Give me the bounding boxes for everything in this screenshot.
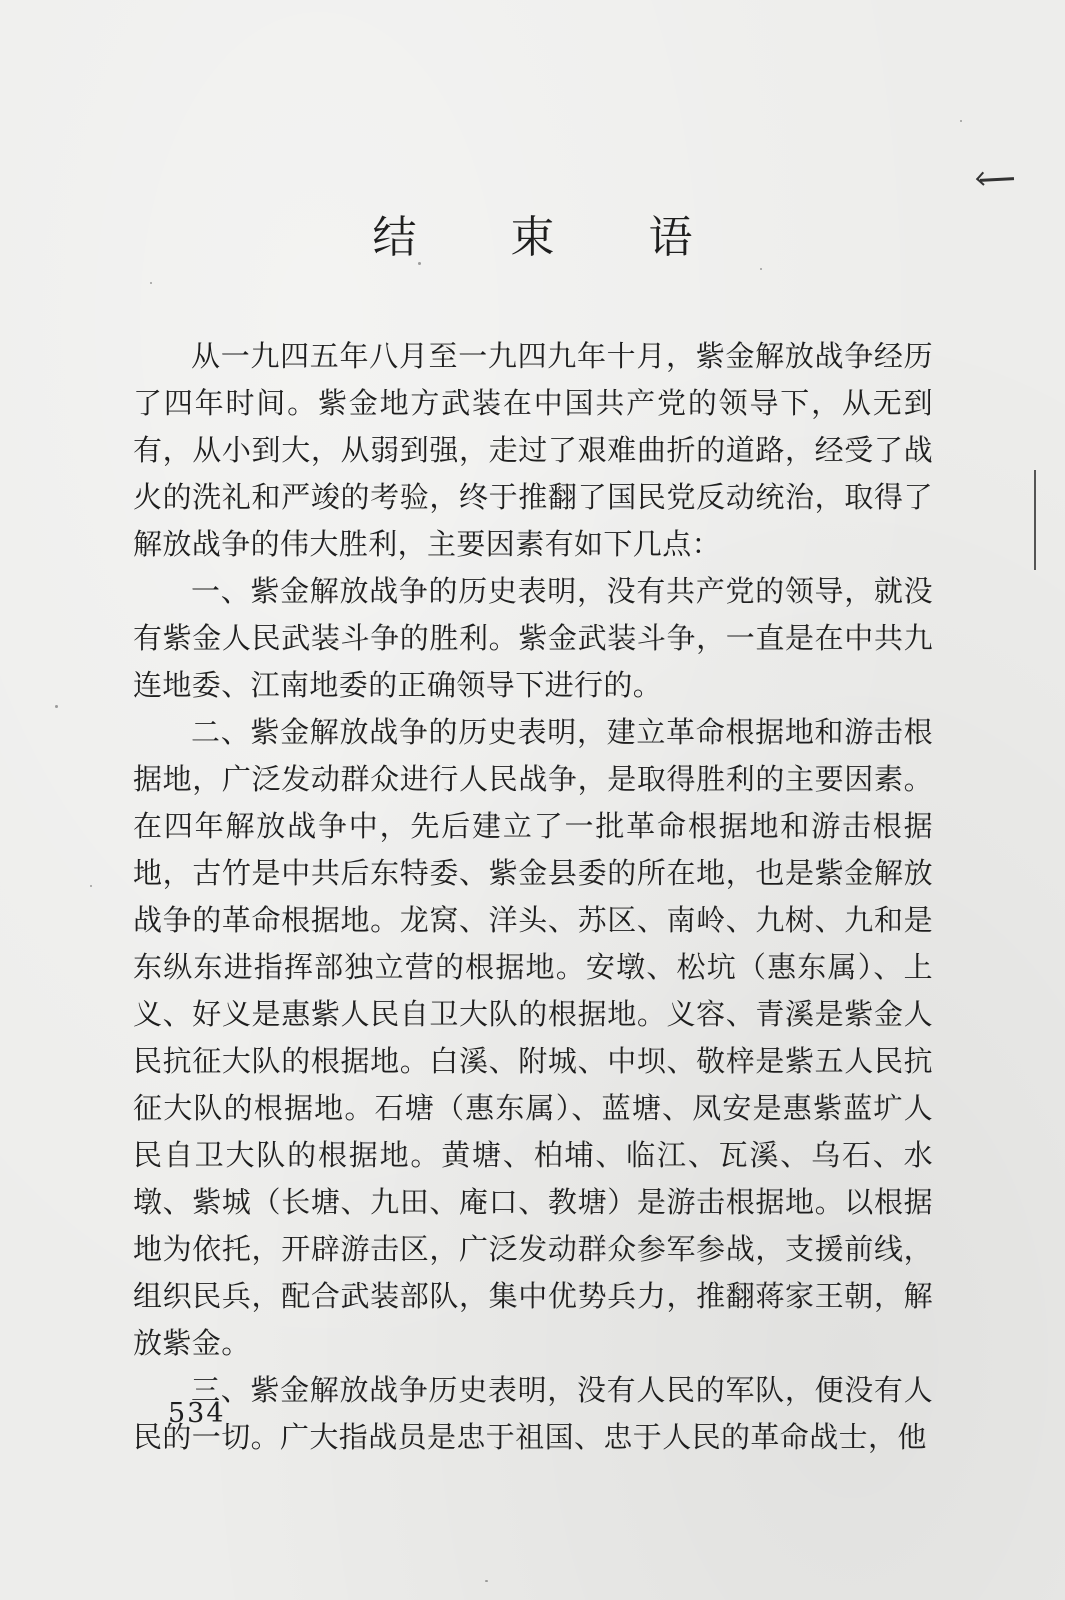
paragraph-intro: 从一九四五年八月至一九四九年十月，紫金解放战争经历了四年时间。紫金地方武装在中国共产党的领导下，从无到有，从小到大，从弱到强，走过了艰难曲折的道路，经受了战火的洗礼和严竣的考验，终于推翻了国民党反动统治，取得了解放战争的伟大胜利，主要因素有如下几点： — [133, 339, 933, 561]
scan-speck — [55, 705, 58, 708]
scan-speck — [150, 282, 152, 284]
edge-scan-line — [1034, 470, 1036, 570]
page-number: 534 — [168, 1398, 226, 1429]
paragraph-point-two: 二、紫金解放战争的历史表明，建立革命根据地和游击根据地，广泛发动群众进行人民战争，是取得胜利的主要因素。在四年解放战争中，先后建立了一批革命根据地和游击根据地，古竹是中共后东特委、紫金县委的所在地，也是紫金解放战争的革命根据地。龙窝、洋头、苏区、南岭、九树、九和是东纵东进指挥部独立营的根据地。安墩、松坑（惠东属）、上义、好义是惠紫人民自卫大队的根据地。义容、青溪是紫金人民抗征大队的根据地。白溪、附城、中坝、敬梓是紫五人民抗征大队的根据地。石塘（惠东属）、蓝塘、凤安是惠紫蓝圹人民自卫大队的根据地。黄塘、柏埔、临江、瓦溪、乌石、水墩、紫城（长塘、九田、庵口、教塘）是游击根据地。以根据地为依托，开辟游击区，广泛发动群众参军参战，支援前线，组织民兵，配合武装部队，集中优势兵力，推翻蒋家王朝，解放紫金。 — [133, 715, 933, 1360]
scan-speck — [960, 120, 962, 122]
paragraph-point-three: 三、紫金解放战争历史表明，没有人民的军队，便没有人民的一切。广大指战员是忠于祖国、忠于人民的革命战士，他 — [133, 1373, 933, 1454]
body-text — [133, 333, 933, 1461]
scan-speck — [760, 268, 762, 270]
scan-speck — [90, 885, 92, 887]
chapter-title: 结 束 语 — [372, 212, 733, 263]
paragraph-point-one: 一、紫金解放战争的历史表明，没有共产党的领导，就没有紫金人民武装斗争的胜利。紫金武装斗争，一直是在中共九连地委、江南地委的正确领导下进行的。 — [133, 574, 933, 702]
scan-speck — [485, 1580, 488, 1582]
margin-arrow-mark — [980, 177, 1014, 182]
